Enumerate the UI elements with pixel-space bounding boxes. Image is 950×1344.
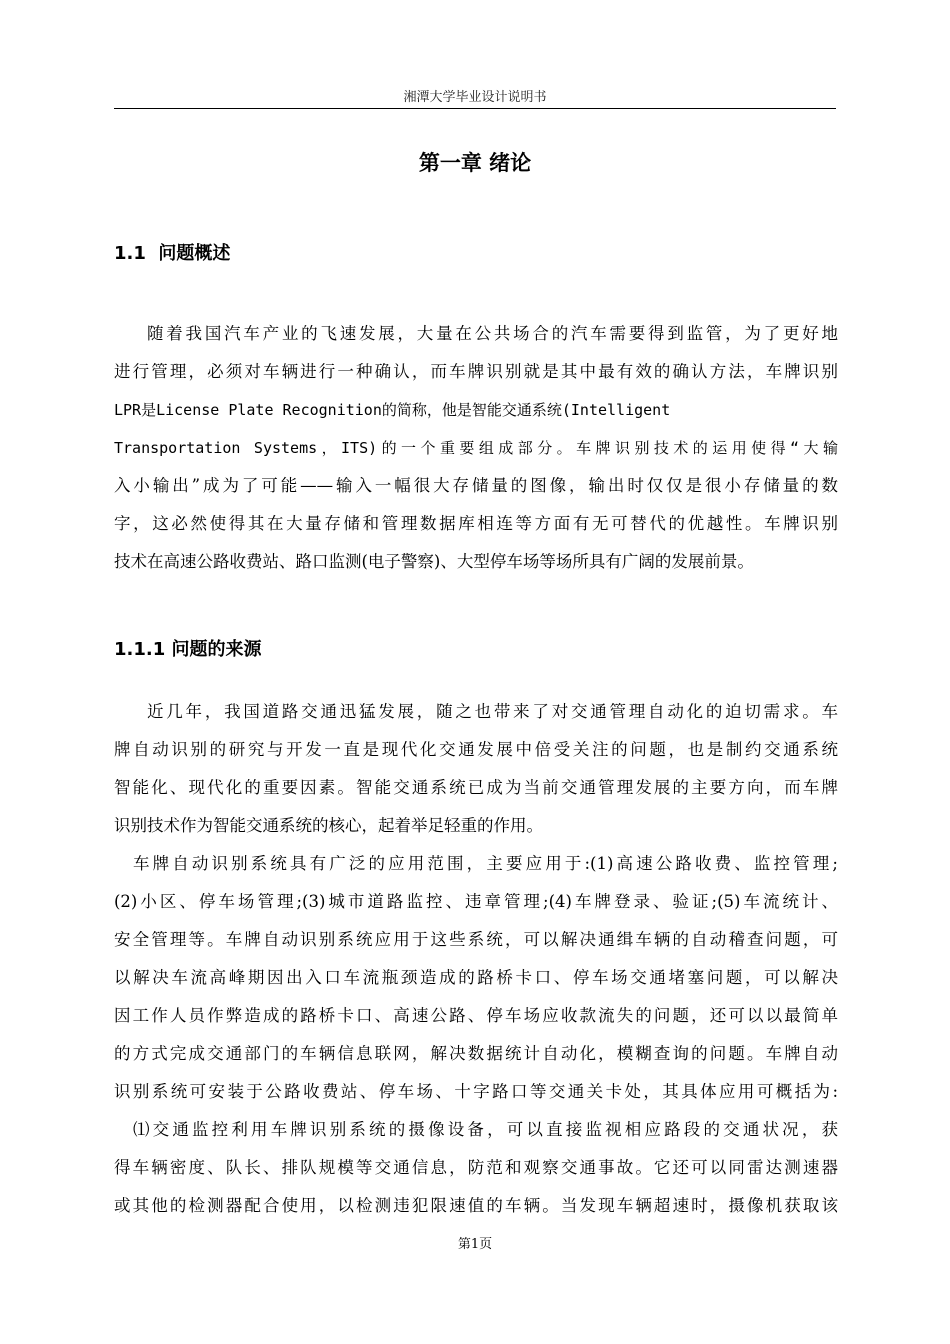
paragraph-line: 安全管理等。车牌自动识别系统应用于这些系统，可以解决通缉车辆的自动稽查问题，可 [114, 930, 838, 949]
paragraph-line: 近几年，我国道路交通迅猛发展，随之也带来了对交通管理自动化的迫切需求。车 [147, 702, 838, 721]
paragraph-line: 得车辆密度、队长、排队规模等交通信息，防范和观察交通事故。它还可以同雷达测速器 [114, 1158, 838, 1177]
chapter-title: 第一章 绪论 [418, 151, 532, 175]
paragraph-line: Transportation Systems，ITS)的一个重要组成部分。车牌识别技术的运用使得“大输 [114, 439, 838, 457]
paragraph-line: 技术在高速公路收费站、路口监测(电子警察)、大型停车场等场所具有广阔的发展前景。 [114, 552, 754, 571]
paragraph-line: 的方式完成交通部门的车辆信息联网，解决数据统计自动化，模糊查询的问题。车牌自动 [114, 1044, 838, 1063]
paragraph-line: (2)小区、停车场管理;(3)城市道路监控、违章管理;(4)车牌登录、验证;(5)车流统计、 [114, 892, 838, 911]
paragraph-line: 以解决车流高峰期因出入口车流瓶颈造成的路桥卡口、停车场交通堵塞问题，可以解决 [114, 968, 838, 987]
paragraph-line: 随着我国汽车产业的飞速发展，大量在公共场合的汽车需要得到监管，为了更好地 [147, 324, 838, 343]
paragraph-line: 或其他的检测器配合使用，以检测违犯限速值的车辆。当发现车辆超速时，摄像机获取该 [114, 1196, 838, 1215]
paragraph-line: 因工作人员作弊造成的路桥卡口、高速公路、停车场应收款流失的问题，还可以以最简单 [114, 1006, 838, 1025]
section-1-1-1-body [114, 693, 838, 1225]
paragraph-line: 牌自动识别的研究与开发一直是现代化交通发展中倍受关注的问题，也是制约交通系统 [114, 740, 838, 759]
paragraph-line: 识别技术作为智能交通系统的核心，起着举足轻重的作用。 [114, 816, 543, 835]
page-header: 湘潭大学毕业设计说明书 [403, 90, 547, 105]
paragraph-line: 车牌自动识别系统具有广泛的应用范围，主要应用于:(1)高速公路收费、监控管理; [133, 854, 838, 873]
header-divider [114, 108, 836, 109]
paragraph-line: 识别系统可安装于公路收费站、停车场、十字路口等交通关卡处，其具体应用可概括为: [114, 1082, 838, 1101]
paragraph-line: 入小输出”成为了可能——输入一幅很大存储量的图像，输出时仅仅是很小存储量的数 [114, 476, 838, 495]
paragraph-line: 字，这必然使得其在大量存储和管理数据库相连等方面有无可替代的优越性。车牌识别 [114, 514, 838, 533]
paragraph-line: ⑴交通监控利用车牌识别系统的摄像设备，可以直接监视相应路段的交通状况，获 [133, 1120, 838, 1139]
page-number: 第1页 [457, 1237, 493, 1252]
section-heading-1-1-1: 1.1.1 问题的来源 [114, 639, 262, 660]
paragraph-line: 智能化、现代化的重要因素。智能交通系统已成为当前交通管理发展的主要方向，而车牌 [114, 778, 838, 797]
section-heading-1-1: 1.1 问题概述 [114, 243, 231, 264]
paragraph-line: LPR是License Plate Recognition的简称，他是智能交通系统(Intelligent [114, 401, 671, 419]
paragraph-line: 进行管理，必须对车辆进行一种确认，而车牌识别就是其中最有效的确认方法，车牌识别 [114, 362, 838, 381]
section-1-1-paragraph [114, 315, 838, 581]
